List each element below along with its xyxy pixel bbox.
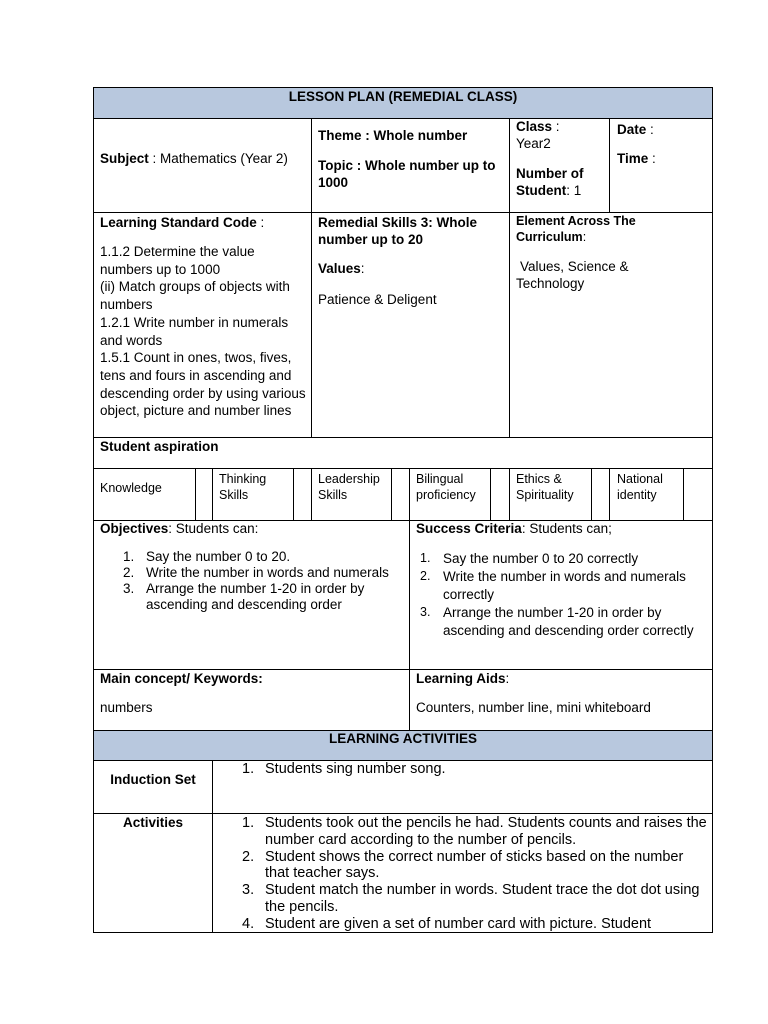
table-border <box>212 468 213 521</box>
activities-list <box>242 815 707 932</box>
theme-field <box>318 127 503 144</box>
standard-line: 1.2.1 Write number in numerals and words <box>100 314 289 348</box>
table-border <box>93 118 713 119</box>
table-border <box>683 468 684 521</box>
list-item: 3. Student match the number in words. Student trace the dot dot using the pencils. <box>242 882 700 915</box>
activities-label: Activities <box>122 815 184 830</box>
table-border <box>712 87 713 933</box>
induction-label: Induction Set <box>110 772 196 787</box>
table-border <box>212 760 213 933</box>
topic-field <box>318 157 503 191</box>
table-border <box>93 932 713 933</box>
aspiration-knowledge: Knowledge <box>100 481 162 495</box>
date-label: Date <box>617 122 647 137</box>
table-border <box>591 468 592 521</box>
list-item: 1. Say the number 0 to 20. <box>123 549 291 564</box>
element-across-value: Values, Science & Technology <box>516 259 629 291</box>
aspiration-leadership: Leadership Skills <box>318 472 380 502</box>
element-across-heading: Element Across The Curriculum: <box>516 214 636 244</box>
remedial-skills: Remedial Skills 3: Whole number up to 20 <box>318 215 478 247</box>
table-border <box>195 468 196 521</box>
learning-standard-label: Learning Standard Code <box>100 215 257 230</box>
table-border <box>509 118 510 438</box>
topic-value: : Whole number up to 1000 <box>318 158 496 190</box>
main-concept-value: numbers <box>100 700 153 715</box>
table-border <box>509 468 510 521</box>
table-border <box>409 468 410 521</box>
students-label: Number of Student <box>516 166 584 198</box>
values-value: Patience & Deligent <box>318 292 437 307</box>
element-across-label: Element Across The Curriculum <box>516 214 636 244</box>
learning-aids-heading: Learning Aids: <box>416 671 510 686</box>
learning-aids-label: Learning Aids <box>416 671 506 686</box>
table-border <box>391 468 392 521</box>
class-value: Year2 <box>516 136 551 151</box>
success-list <box>420 550 708 640</box>
list-item: 1. Students took out the pencils he had. Students counts and raises the number card according to the number of pencils. <box>242 815 707 848</box>
list-item: 1. Say the number 0 to 20 correctly <box>420 551 639 566</box>
theme-value: Whole number <box>373 128 468 143</box>
page-title: LESSON PLAN (REMEDIAL CLASS) <box>288 89 518 104</box>
table-border <box>293 468 294 521</box>
objectives-label: Objectives <box>100 521 169 536</box>
learning-aids-value: Counters, number line, mini whiteboard <box>416 700 651 715</box>
learning-standard-lines <box>100 243 306 420</box>
list-item: 2. Student shows the correct number of sticks based on the number that teacher says. <box>242 848 684 882</box>
list-item: 3. Arrange the number 1-20 in order by ascending and descending order <box>123 581 365 612</box>
table-border <box>609 118 610 213</box>
objectives-heading: Objectives: Students can: <box>100 521 259 536</box>
list-item: 3. Arrange the number 1-20 in order by ascending and descending order correctly <box>420 605 694 638</box>
learning-standard-heading: Learning Standard Code : <box>100 215 265 230</box>
list-item: 2. Write the number in words and numerals correctly <box>420 569 686 602</box>
table-border <box>409 520 410 731</box>
values-label: Values <box>318 261 361 276</box>
class-field: Class : Year2 <box>516 119 560 151</box>
aspiration-national: National identity <box>617 472 663 502</box>
standard-line: (ii) Match groups of objects with numbers <box>100 279 290 313</box>
induction-list <box>242 761 707 778</box>
aspiration-label: Student aspiration <box>100 439 219 454</box>
table-border <box>490 468 491 521</box>
table-border <box>609 468 610 521</box>
success-heading: Success Criteria: Students can; <box>416 521 612 536</box>
table-border <box>93 87 94 933</box>
theme-label: Theme : <box>318 128 370 143</box>
students-field: Number of Student: 1 <box>516 166 584 198</box>
values-heading: Values: <box>318 261 365 276</box>
aspiration-ethics: Ethics & Spirituality <box>516 472 574 502</box>
learning-activities-title: LEARNING ACTIVITIES <box>328 731 477 746</box>
table-border <box>93 468 713 469</box>
list-item: 4. Student are given a set of number card with picture. Student <box>242 915 652 932</box>
time-label: Time <box>617 151 649 166</box>
topic-label: Topic <box>318 158 353 173</box>
subject-value: Mathematics (Year 2) <box>160 151 288 166</box>
students-value: 1 <box>573 183 582 198</box>
list-item: 1. Students sing number song. <box>242 761 446 777</box>
aspiration-bilingual: Bilingual proficiency <box>416 472 476 502</box>
standard-line: 1.5.1 Count in ones, twos, fives, tens and fours in ascending and descending order by using various object, picture and number lines <box>100 350 306 419</box>
time-field: Time : <box>617 151 656 166</box>
class-label: Class <box>516 119 553 134</box>
table-border <box>311 118 312 438</box>
success-label: Success Criteria <box>416 521 522 536</box>
main-concept-label: Main concept/ Keywords: <box>100 671 263 686</box>
aspiration-thinking: Thinking Skills <box>219 472 267 502</box>
standard-line: 1.1.2 Determine the value numbers up to 1000 <box>100 244 255 277</box>
objectives-list <box>123 549 405 613</box>
subject-label: Subject <box>100 151 149 166</box>
table-border <box>311 468 312 521</box>
date-field: Date : <box>617 122 654 137</box>
subject-field: Subject : Mathematics (Year 2) <box>100 151 288 166</box>
list-item: 2. Write the number in words and numerals <box>123 565 389 580</box>
